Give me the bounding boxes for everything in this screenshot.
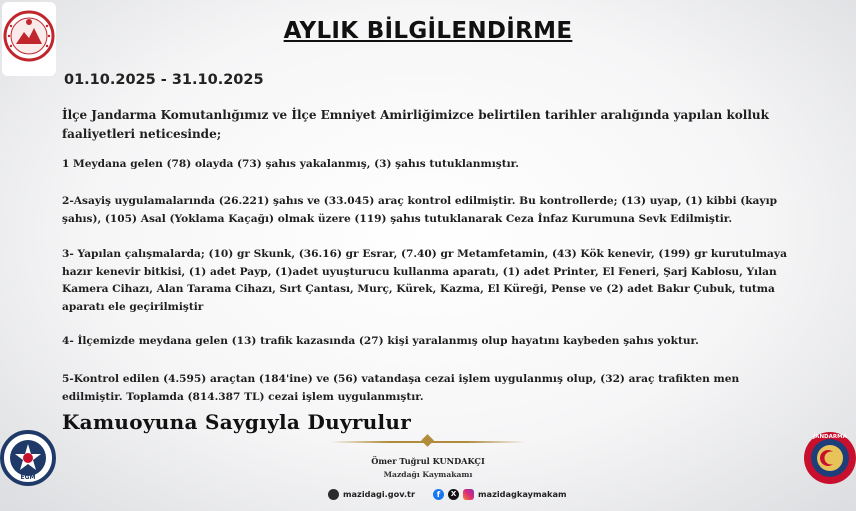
signature-name: Ömer Tuğrul KUNDAKÇI: [371, 456, 485, 466]
closing-statement: Kamuoyuna Saygıyla Duyrulur: [62, 410, 412, 434]
signature-title: Mazdağı Kaymakamı: [383, 470, 473, 479]
item-3: 3- Yapılan çalışmalarda; (10) gr Skunk, (36.16) gr Esrar, (7.40) gr Metamfetamin, (43) Kök kenevir, (199) gr kurutulmaya hazır kenevir bitkisi, (1) adet Payp, (1)adet uyuşturucu kullanma aparatı, (1) adet Printer, El Feneri, Şarj Kablosu, Yılan Kamera Cihazı, Alan Tarama Cihazı, Sırt Çantası, Murç, Kürek, Kazma, El Küreği, Pense ve (2) adet Bakır Çubuk, tutma aparatı ele geçirilmiştir: [62, 248, 787, 313]
x-icon[interactable]: X: [448, 489, 459, 500]
item-1: 1 Meydana gelen (78) olayda (73) şahıs yakalanmış, (3) şahıs tutuklanmıştır.: [62, 158, 519, 170]
social-handle[interactable]: mazidagkaymakam: [478, 489, 567, 499]
jandarma-label: JANDARMA: [813, 434, 847, 440]
egm-label: EGM: [20, 474, 36, 481]
item-5: 5-Kontrol edilen (4.595) araçtan (184'ine) ve (56) vatandaşa cezai işlem uygulanmış olup, (32) araç trafikten men edilmiştir. Toplamda (814.387 TL) cezai işlem uygulanmıştır.: [62, 373, 740, 403]
page-title: AYLIK BİLGİLENDİRME: [283, 18, 573, 44]
egm-logo: [0, 421, 56, 495]
intro-text: İlçe Jandarma Komutanlığımız ve İlçe Emniyet Amirliğimizce belirtilen tarihler aralığında yapılan kolluk faaliyetleri neticesinde;: [62, 108, 769, 141]
instagram-icon[interactable]: [463, 489, 474, 500]
item-2: 2-Asayiş uygulamalarında (26.221) şahıs ve (33.045) araç kontrol edilmiştir. Bu kontrollerde; (13) uyap, (1) kibbi (kayıp şahıs), (105) Asal (Yoklama Kaçağı) olmak üzere (119) şahıs tutuklanarak Ceza İnfaz Kurumuna Sevk Edilmiştir.: [62, 195, 777, 225]
footer-contact: [328, 487, 567, 501]
jandarma-logo: [800, 421, 856, 495]
divider-diamond-icon: [421, 434, 434, 447]
date-range: 01.10.2025 - 31.10.2025: [64, 72, 264, 88]
globe-icon: [328, 489, 339, 500]
item-4: 4- İlçemizde meydana gelen (13) trafik kazasında (27) kişi yaralanmış olup hayatını kaybeden şahıs yoktur.: [62, 335, 699, 347]
website-link[interactable]: mazidagi.gov.tr: [343, 489, 416, 499]
facebook-icon[interactable]: f: [433, 489, 444, 500]
